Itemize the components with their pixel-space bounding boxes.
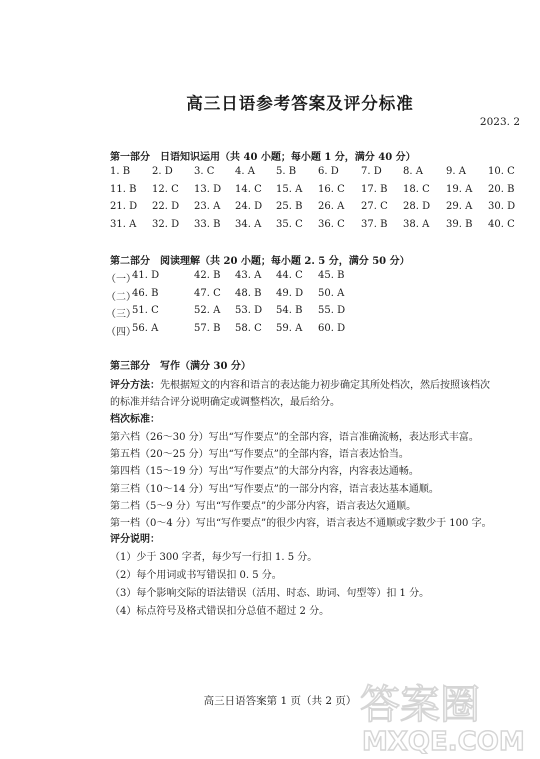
level-item: 第二档（5～9 分）写出“写作要点”的少部分内容，语言表达欠通顺。 [110, 500, 417, 512]
part3-heading: 第三部分 写作（满分 30 分） [110, 361, 251, 372]
answer-item: 29. A [446, 201, 473, 212]
levels-label: 档次标准： [110, 414, 160, 425]
answer-item: 9. A [446, 166, 466, 177]
answer-item: 30. D [488, 201, 516, 212]
answer-item: 19. A [446, 183, 473, 195]
scoring-method-line-1 [110, 376, 490, 391]
answer-item: 22. D [152, 201, 180, 212]
part1-heading: 第一部分 日语知识运用（共 40 小题；每小题 1 分，满分 40 分） [110, 152, 416, 163]
page-title: 高三日语参考答案及评分标准 [186, 94, 414, 113]
scoring-method-text: 先根据短文的内容和语言的表达能力初步确定其所处档次，然后按照该档次 [160, 380, 490, 391]
answer-item: 33. B [194, 218, 221, 230]
answer-item: 28. D [403, 201, 431, 212]
answer-item: 38. A [403, 218, 430, 230]
level-item: 第四档（15～19 分）写出“写作要点”的大部分内容，内容表达通畅。 [110, 466, 419, 478]
level-item: 第一档（0～4 分）写出“写作要点”的很少内容，语言表达不通顺或字数少于 100 字。 [110, 518, 492, 529]
answer-item: 23. A [194, 201, 221, 212]
exam-date: 2023. 2 [479, 116, 520, 128]
answer-item: 15. A [276, 183, 303, 195]
note-item: （2）每个用词或书写错误扣 0. 5 分。 [110, 570, 282, 581]
passage-label: （二） [106, 291, 136, 303]
level-item: 第三档（10～14 分）写出“写作要点”的一部分内容，语言表达基本通顺。 [110, 483, 439, 495]
answer-item: 31. A [110, 218, 137, 230]
note-item: （1）少于 300 字者，每少写一行扣 1. 5 分。 [110, 552, 318, 563]
answer-item: 6. D [318, 166, 339, 177]
answer-item: 60. D [318, 322, 346, 334]
answer-item: 12. C [152, 183, 179, 195]
part2-heading: 第二部分 阅读理解（共 20 小题；每小题 2. 5 分，满分 50 分） [110, 256, 410, 267]
answer-item: 8. A [403, 166, 423, 177]
answer-item: 43. A [235, 270, 262, 281]
answer-item: 20. B [488, 183, 515, 195]
answer-item: 13. D [194, 183, 222, 195]
answer-item: 57. B [194, 322, 221, 334]
answer-item: 45. B [318, 270, 345, 281]
answer-item: 40. C [488, 218, 515, 230]
answer-item: 3. C [194, 166, 215, 177]
answer-item: 53. D [235, 305, 263, 316]
passage-label: （四） [106, 326, 136, 338]
answer-item: 35. C [276, 218, 303, 230]
answer-item: 10. C [488, 166, 515, 177]
level-item: 第六档（26～30 分）写出“写作要点”的全部内容，语言准确流畅，表达形式丰富。 [110, 432, 479, 443]
note-item: （3）每个影响交际的语法错误（活用、时态、助词、句型等）扣 1 分。 [110, 588, 430, 599]
answer-item: 44. C [276, 270, 303, 281]
answer-item: 56. A [132, 322, 159, 334]
answer-item: 16. C [318, 183, 345, 195]
answer-item: 32. D [152, 218, 180, 230]
answer-item: 36. C [318, 218, 345, 230]
answer-item: 7. D [361, 166, 382, 177]
answer-item: 1. B [110, 166, 131, 177]
answer-item: 17. B [361, 183, 388, 195]
answer-item: 18. C [403, 183, 430, 195]
answer-item: 27. C [361, 201, 388, 212]
answer-item: 59. A [276, 322, 303, 334]
answer-item: 42. B [194, 270, 221, 281]
passage-label: （一） [106, 274, 136, 285]
answer-item: 41. D [132, 270, 160, 281]
scoring-method-line-2: 的标准并结合评分说明确定或调整档次，最后给分。 [110, 397, 340, 408]
notes-label: 评分说明： [110, 534, 160, 545]
answer-item: 47. C [194, 287, 221, 299]
answer-item: 55. D [318, 305, 346, 316]
page-footer: 高三日语答案第 1 页（共 2 页） [203, 695, 357, 707]
answer-item: 52. A [194, 305, 221, 316]
note-item: （4）标点符号及格式错误扣分总值不超过 2 分。 [110, 606, 330, 617]
answer-item: 34. A [235, 218, 262, 230]
scoring-method-label: 评分方法： [110, 380, 160, 391]
answer-item: 50. A [318, 287, 345, 299]
answer-item: 51. C [132, 305, 159, 316]
answer-item: 4. A [235, 166, 255, 177]
answer-item: 48. B [235, 287, 262, 299]
answer-item: 46. B [132, 287, 159, 299]
watermark-logo [356, 676, 526, 754]
answer-item: 2. D [152, 166, 173, 177]
svg-text:答案圈: 答案圈 [360, 682, 480, 728]
passage-label: （三） [106, 309, 136, 320]
level-item: 第五档（20～25 分）写出“写作要点”的全部内容，语言表达恰当。 [110, 449, 409, 461]
answer-item: 5. B [276, 166, 297, 177]
answer-item: 14. C [235, 183, 262, 195]
answer-item: 26. A [318, 201, 345, 212]
answer-item: 58. C [235, 322, 262, 334]
answer-item: 11. B [110, 183, 137, 195]
answer-item: 37. B [361, 218, 388, 230]
answer-item: 24. D [235, 201, 263, 212]
answer-item: 21. D [110, 201, 138, 212]
answer-item: 25. B [276, 201, 303, 212]
answer-item: 39. B [446, 218, 473, 230]
svg-text:MXQE.COM: MXQE.COM [362, 727, 525, 754]
answer-item: 49. D [276, 287, 304, 299]
answer-item: 54. B [276, 305, 303, 316]
